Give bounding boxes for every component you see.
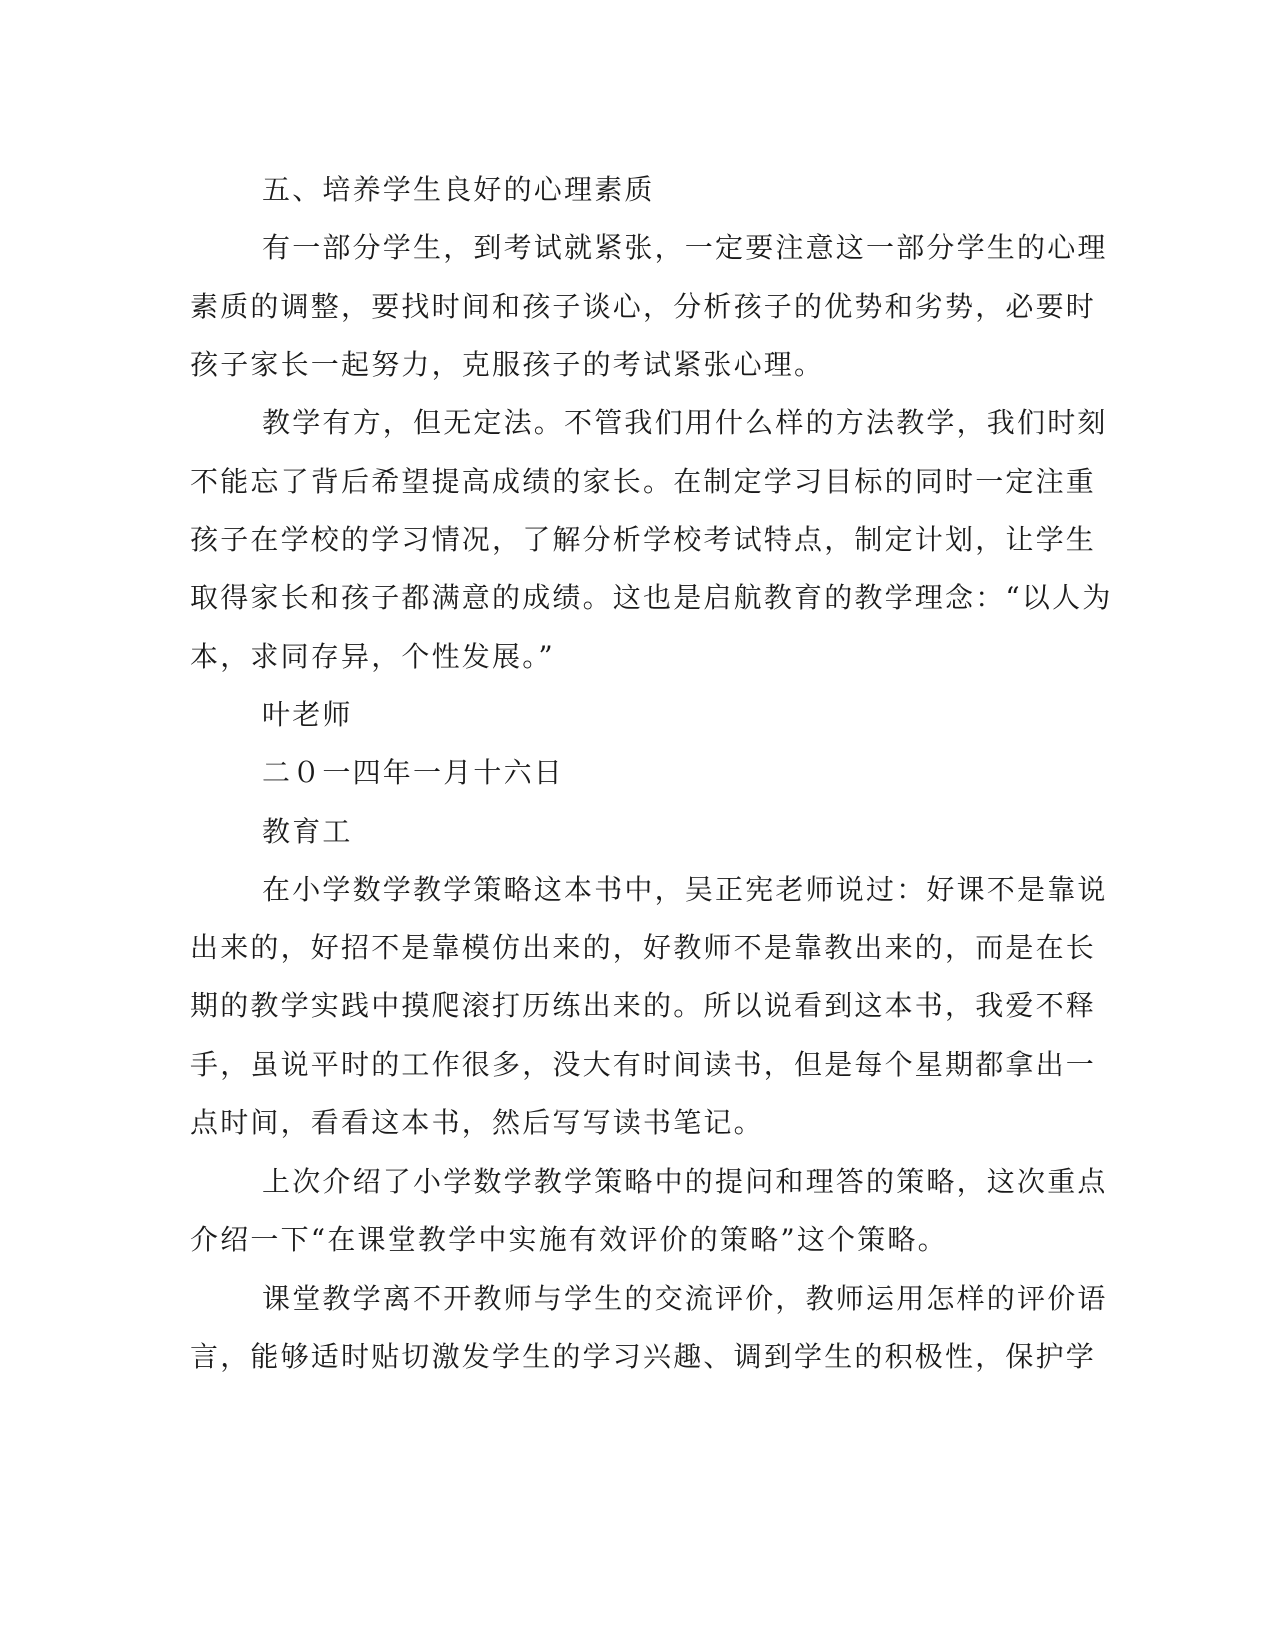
paragraph-line: 孩子在学校的学习情况，了解分析学校考试特点，制定计划，让学生 — [190, 523, 1097, 556]
paragraph-line: 取得家长和孩子都满意的成绩。这也是启航教育的教学理念：“以人为 — [190, 581, 1113, 614]
paragraph-line: 出来的，好招不是靠模仿出来的，好教师不是靠教出来的，而是在长 — [190, 931, 1097, 964]
paragraph-line: 在小学数学教学策略这本书中，吴正宪老师说过：好课不是靠说 — [262, 873, 1108, 906]
paragraph-line: 素质的调整，要找时间和孩子谈心，分析孩子的优势和劣势，必要时 — [190, 290, 1097, 323]
paragraph-line: 有一部分学生，到考试就紧张，一定要注意这一部分学生的心理 — [262, 231, 1108, 264]
paragraph-line: 手，虽说平时的工作很多，没大有时间读书，但是每个星期都拿出一 — [190, 1048, 1097, 1081]
signature-date: 二０一四年一月十六日 — [262, 756, 565, 789]
signature-name: 叶老师 — [262, 698, 353, 731]
section-heading: 五、培养学生良好的心理素质 — [262, 173, 655, 206]
paragraph-line: 上次介绍了小学数学教学策略中的提问和理答的策略，这次重点 — [262, 1165, 1108, 1198]
paragraph-line: 点时间，看看这本书，然后写写读书笔记。 — [190, 1106, 764, 1139]
paragraph-line: 介绍一下“在课堂教学中实施有效评价的策略”这个策略。 — [190, 1223, 948, 1256]
paragraph-line: 孩子家长一起努力，克服孩子的考试紧张心理。 — [190, 348, 825, 381]
paragraph-line: 言，能够适时贴切激发学生的学习兴趣、调到学生的积极性，保护学 — [190, 1340, 1097, 1373]
section-title: 教育工 — [262, 815, 353, 848]
paragraph-line: 不能忘了背后希望提高成绩的家长。在制定学习目标的同时一定注重 — [190, 465, 1097, 498]
paragraph-line: 本，求同存异，个性发展。” — [190, 640, 555, 673]
paragraph-line: 课堂教学离不开教师与学生的交流评价，教师运用怎样的评价语 — [262, 1282, 1108, 1315]
paragraph-line: 教学有方，但无定法。不管我们用什么样的方法教学，我们时刻 — [262, 406, 1108, 439]
paragraph-line: 期的教学实践中摸爬滚打历练出来的。所以说看到这本书，我爱不释 — [190, 989, 1097, 1022]
